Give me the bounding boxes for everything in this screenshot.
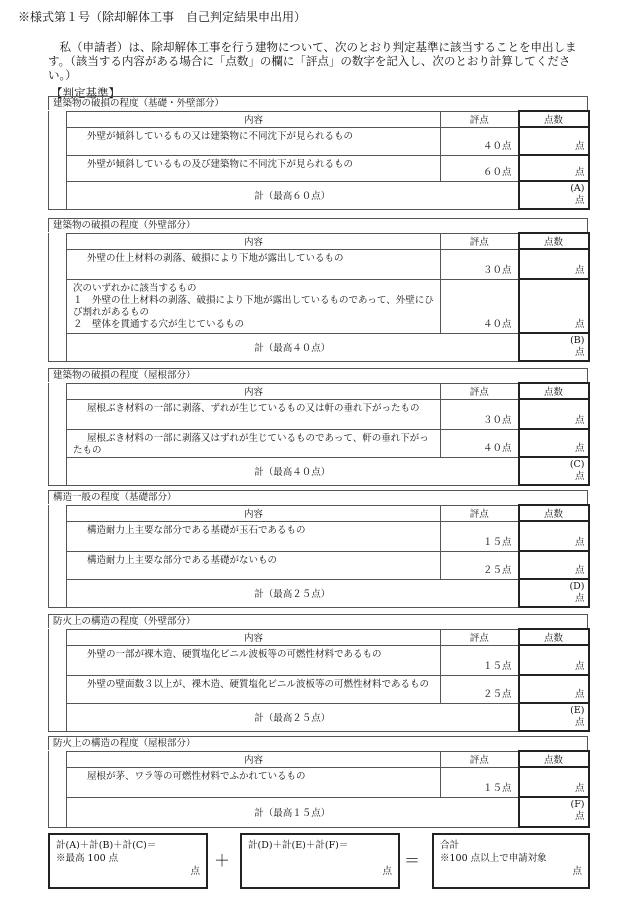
points-input-cell[interactable] [519,279,589,333]
criteria-score: ３０点 [441,249,519,279]
indent-cell [49,457,67,485]
header-score: 評点 [441,751,519,767]
section-total-unit: 点 [574,347,585,358]
indent-cell [49,279,67,333]
subtotal-def-unit: 点 [382,866,392,877]
criteria-row [49,675,589,703]
indent-cell [49,155,67,181]
criteria-row [49,279,589,333]
points-unit: 点 [574,443,585,454]
indent-cell [49,579,67,607]
section-total-cell[interactable] [519,333,589,361]
section-total-cell[interactable] [519,579,589,607]
criteria-content: 構造耐力上主要な部分である基礎がないもの [67,551,441,579]
section-total-label: 計（最高２５点） [67,579,519,607]
section-total-label: 計（最高２５点） [67,703,519,731]
criteria-row [49,399,589,429]
criteria-row [49,127,589,155]
criteria-content: 外壁の仕上材料の剥落、破損により下地が露出しているもの [67,249,441,279]
grand-total-label: 合計 [440,840,460,851]
criteria-content: 外壁が傾斜しているもの及び建築物に不同沈下が見られるもの [67,155,441,181]
header-score: 評点 [441,111,519,127]
points-input-cell[interactable] [519,429,589,457]
section-total-label: 計（最高６０点） [67,181,519,209]
indent-cell [49,127,67,155]
criteria-content: 外壁が傾斜しているもの又は建築物に不同沈下が見られるもの [67,127,441,155]
section-total-unit: 点 [574,471,585,482]
indent-cell [49,751,67,767]
form-title: ※様式第１号（除却解体工事 自己判定結果申出用） [18,10,307,24]
criteria-section [48,490,588,608]
criteria-content: 次のいずれかに該当するもの １ 外壁の仕上材料の剥落、破損により下地が露出しているものであって、外壁にひび割れがあるもの ２ 壁体を貫通する穴が生じているもの [67,279,441,333]
criteria-row [49,645,589,675]
section-total-id: (C) [569,459,585,470]
points-unit: 点 [574,265,585,276]
subtotal-def-box[interactable] [240,833,400,889]
criteria-score: １５点 [441,521,519,551]
section-total-id: (F) [570,799,585,810]
criteria-score: ３０点 [441,399,519,429]
indent-cell [49,233,67,249]
section-total-label: 計（最高１５点） [67,797,519,827]
points-unit: 点 [574,415,585,426]
section-total-unit: 点 [574,195,585,206]
indent-cell [49,521,67,551]
criteria-content: 外壁の壁面数３以上が、裸木造、硬質塩化ビニル波板等の可燃性材料であるもの [67,675,441,703]
criteria-heading: 【判定基準】 [51,86,120,100]
indent-cell [49,505,67,521]
section-total-unit: 点 [574,811,585,822]
grand-total-box[interactable] [432,833,590,889]
section-total-unit: 点 [574,593,585,604]
header-points: 点数 [519,233,589,249]
section-total-id: (E) [570,705,585,716]
points-unit: 点 [574,537,585,548]
header-points: 点数 [519,383,589,399]
points-input-cell[interactable] [519,521,589,551]
criteria-score: ２５点 [441,675,519,703]
section-title: 構造一般の程度（基礎部分） [48,490,588,504]
section-total-id: (B) [570,335,585,346]
indent-cell [49,703,67,731]
criteria-score: ４０点 [441,127,519,155]
plus-sign: ＋ [214,851,231,870]
section-total-cell[interactable] [519,703,589,731]
points-input-cell[interactable] [519,399,589,429]
grand-total-note: ※100 点以上で申請対象 [440,853,547,864]
points-unit: 点 [574,783,585,794]
indent-cell [49,797,67,827]
section-title: 防火上の構造の程度（外壁部分） [48,614,588,628]
indent-cell [49,645,67,675]
points-input-cell[interactable] [519,127,589,155]
subtotal-abc-box[interactable] [48,833,208,889]
indent-cell [49,551,67,579]
header-content: 内容 [67,383,441,399]
criteria-score: １５点 [441,645,519,675]
header-score: 評点 [441,233,519,249]
subtotal-def-formula: 計(D)＋計(E)＋計(F)＝ [248,840,349,851]
subtotal-abc-unit: 点 [190,866,200,877]
criteria-score: １５点 [441,767,519,797]
indent-cell [49,249,67,279]
criteria-content: 構造耐力上主要な部分である基礎が玉石であるもの [67,521,441,551]
indent-cell [49,383,67,399]
criteria-score: ２５点 [441,551,519,579]
points-input-cell[interactable] [519,675,589,703]
subtotal-abc-note: ※最高 100 点 [56,853,119,864]
intro-text: 私（申請者）は、除却解体工事を行う建物について、次のとおり判定基準に該当することを申出します。（該当する内容がある場合に「点数」の欄に「評点」の数字を記入し、次のとおり計算してください。） [48,40,577,82]
criteria-row [49,155,589,181]
section-total-cell[interactable] [519,181,589,209]
points-unit: 点 [574,689,585,700]
equals-sign: ＝ [404,851,421,870]
header-content: 内容 [67,233,441,249]
indent-cell [49,767,67,797]
criteria-row [49,429,589,457]
criteria-section [48,614,588,732]
header-content: 内容 [67,629,441,645]
indent-cell [49,111,67,127]
section-total-cell[interactable] [519,797,589,827]
indent-cell [49,333,67,361]
points-input-cell[interactable] [519,155,589,181]
section-total-unit: 点 [574,717,585,728]
points-input-cell[interactable] [519,551,589,579]
section-title: 建築物の破損の程度（屋根部分） [48,368,588,382]
criteria-row [49,249,589,279]
indent-cell [49,429,67,457]
header-points: 点数 [519,629,589,645]
header-content: 内容 [67,111,441,127]
header-points: 点数 [519,111,589,127]
header-points: 点数 [519,505,589,521]
points-unit: 点 [574,167,585,178]
header-score: 評点 [441,629,519,645]
points-input-cell[interactable] [519,645,589,675]
points-unit: 点 [574,141,585,152]
criteria-score: ４０点 [441,429,519,457]
header-points: 点数 [519,751,589,767]
criteria-row [49,521,589,551]
section-total-cell[interactable] [519,457,589,485]
subtotal-abc-formula: 計(A)＋計(B)＋計(C)＝ [56,840,157,851]
criteria-section [48,736,588,828]
criteria-content: 外壁の一部が裸木造、硬質塩化ビニル波板等の可燃性材料であるもの [67,645,441,675]
points-input-cell[interactable] [519,767,589,797]
criteria-content: 屋根が茅、ワラ等の可燃性材料でふかれているもの [67,767,441,797]
section-total-label: 計（最高４０点） [67,333,519,361]
indent-cell [49,675,67,703]
criteria-section [48,368,588,486]
section-title: 建築物の破損の程度（基礎・外壁部分） [48,96,588,110]
criteria-content: 屋根ぶき材料の一部に剥落又はずれが生じているものであって、軒の垂れ下がったもの [67,429,441,457]
criteria-score: ４０点 [441,279,519,333]
points-input-cell[interactable] [519,249,589,279]
grand-total-unit: 点 [572,866,582,877]
criteria-section [48,218,588,362]
indent-cell [49,399,67,429]
indent-cell [49,629,67,645]
points-unit: 点 [574,319,585,330]
criteria-content: 屋根ぶき材料の一部に剥落、ずれが生じているもの又は軒の垂れ下がったもの [67,399,441,429]
section-total-id: (A) [570,183,585,194]
section-total-id: (D) [569,581,585,592]
header-content: 内容 [67,505,441,521]
criteria-row [49,551,589,579]
points-unit: 点 [574,565,585,576]
header-content: 内容 [67,751,441,767]
header-score: 評点 [441,383,519,399]
section-title: 防火上の構造の程度（屋根部分） [48,736,588,750]
points-unit: 点 [574,661,585,672]
criteria-score: ６０点 [441,155,519,181]
criteria-section [48,96,588,210]
section-title: 建築物の破損の程度（外壁部分） [48,218,588,232]
section-total-label: 計（最高４０点） [67,457,519,485]
indent-cell [49,181,67,209]
header-score: 評点 [441,505,519,521]
criteria-row [49,767,589,797]
